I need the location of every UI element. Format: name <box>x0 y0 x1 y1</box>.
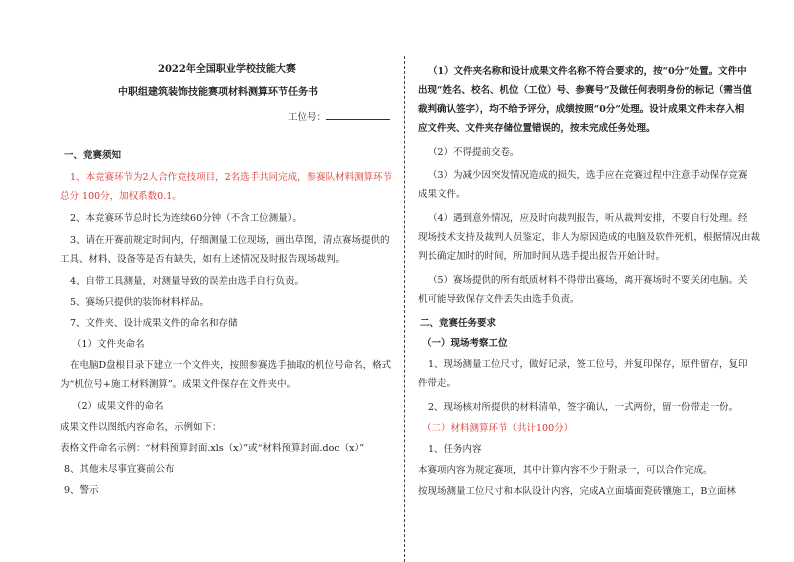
rule-3-line-2: 工具、材料、设备等是否有缺失，如有上述情况及时报告现场裁判。 <box>60 254 346 265</box>
rule-3-line-1: 3、请在开赛前规定时间内，仔细测量工位现场，画出草图，清点赛场提供的 <box>70 235 390 246</box>
rule-1-line-1: 1、本竞赛环节为2人合作竞技项目，2名选手共同完成，参赛队材料测算环节 <box>70 172 393 183</box>
rule-2: 2、本竞赛环节总时长为连续60分钟（不含工位测量）。 <box>70 213 302 224</box>
warning-4-line-1: （4）遇到意外情况，应及时向裁判报告，听从裁判安排，不要自行处理。经 <box>428 213 748 224</box>
station-number-field <box>288 110 390 124</box>
warning-3-line-1: （3）为减少因突发情况造成的损失，选手应在竞赛过程中注意手动保存竞赛 <box>428 170 748 181</box>
section-heading-tasks: 二、竞赛任务要求 <box>420 318 497 329</box>
warning-5-line-2: 机可能导致保存文件丢失由选手负责。 <box>418 294 580 305</box>
warning-4-line-3: 判长确定加时的时间，所加时间从选手提出报告开始计时。 <box>418 251 666 262</box>
task-content-heading: 1、任务内容 <box>428 444 482 455</box>
rule-7-1-line-2: 为“机位号+施工材料测算”。成果文件保存在文件夹中。 <box>60 379 297 390</box>
rule-8: 8、其他未尽事宜赛前公布 <box>64 464 175 475</box>
warning-1-line-1: （1）文件夹名称和设计成果文件名称不符合要求的，按“0分”处置。文件中 <box>428 66 747 77</box>
station-number-label: 工位号： <box>288 112 327 123</box>
task-1-line-1: 1、现场测量工位尺寸，做好记录，签工位号，并复印保存，原件留存，复印 <box>428 359 748 370</box>
rule-7-1-line-1: 在电脑D盘根目录下建立一个文件夹，按照参赛选手抽取的机位号命名，格式 <box>70 360 392 371</box>
rule-7-2-line-1: 成果文件以图纸内容命名，示例如下： <box>60 422 222 433</box>
rule-1-line-2: 总分 100分，加权系数0.1。 <box>60 191 182 202</box>
warning-1-line-2: 出现“姓名、校名、机位（工位）号、参赛号”及做任何表明身份的标记（需当值 <box>418 85 752 96</box>
rule-7-1-heading: （1）文件夹命名 <box>72 339 145 350</box>
rule-7-2-heading: （2）成果文件的命名 <box>72 401 164 412</box>
task-content-line-1: 本赛项内容为规定赛项，其中计算内容不少于附录一，可以合作完成。 <box>418 465 713 476</box>
warning-3-line-2: 成果文件。 <box>418 189 466 200</box>
subsection-material-estimation: （二）材料测算环节（共计100分） <box>422 423 574 434</box>
rule-7-2-line-2: 表格文件命名示例：“材料预算封面.xls（x）”或“材料预算封面.doc（x）” <box>60 443 365 454</box>
warning-1-line-4: 应文件夹、文件夹存储位置错误的，按未完成任务处理。 <box>418 123 656 134</box>
rule-9: 9、警示 <box>64 485 99 496</box>
subsection-site-survey: （一）现场考察工位 <box>422 338 508 349</box>
section-heading-rules: 一、竞赛须知 <box>64 150 122 161</box>
warning-4-line-2: 现场技术支持及裁判人员鉴定，非人为原因造成的电脑及软件死机，根据情况由裁 <box>418 232 761 243</box>
task-2: 2、现场核对所提供的材料清单，签字确认，一式两份，留一份带走一份。 <box>428 402 739 413</box>
warning-2: （2）不得提前交卷。 <box>428 147 520 158</box>
warning-1-line-3: 裁判确认签字），均不给予评分，成绩按照“0分”处理。设计成果文件未存入相 <box>418 104 745 115</box>
rule-7: 7、文件夹、设计成果文件的命名和存储 <box>70 318 238 329</box>
station-number-blank <box>326 110 390 120</box>
task-1-line-2: 件带走。 <box>418 378 457 389</box>
document-subtitle: 中职组建筑装饰技能赛项材料测算环节任务书 <box>118 87 318 98</box>
warning-5-line-1: （5）赛场提供的所有纸质材料不得带出赛场，离开赛场时不要关闭电脑。关 <box>428 275 748 286</box>
rule-4: 4、自带工具测量，对测量导致的误差由选手自行负责。 <box>70 276 305 287</box>
document-title: 2022年全国职业学校技能大赛 <box>158 64 296 75</box>
rule-5: 5、赛场只提供的装饰材料样品。 <box>70 297 210 308</box>
column-divider <box>404 56 405 562</box>
task-content-line-2: 按现场测量工位尺寸和本队设计内容，完成A立面墙面瓷砖镶施工，B立面林 <box>418 486 736 497</box>
